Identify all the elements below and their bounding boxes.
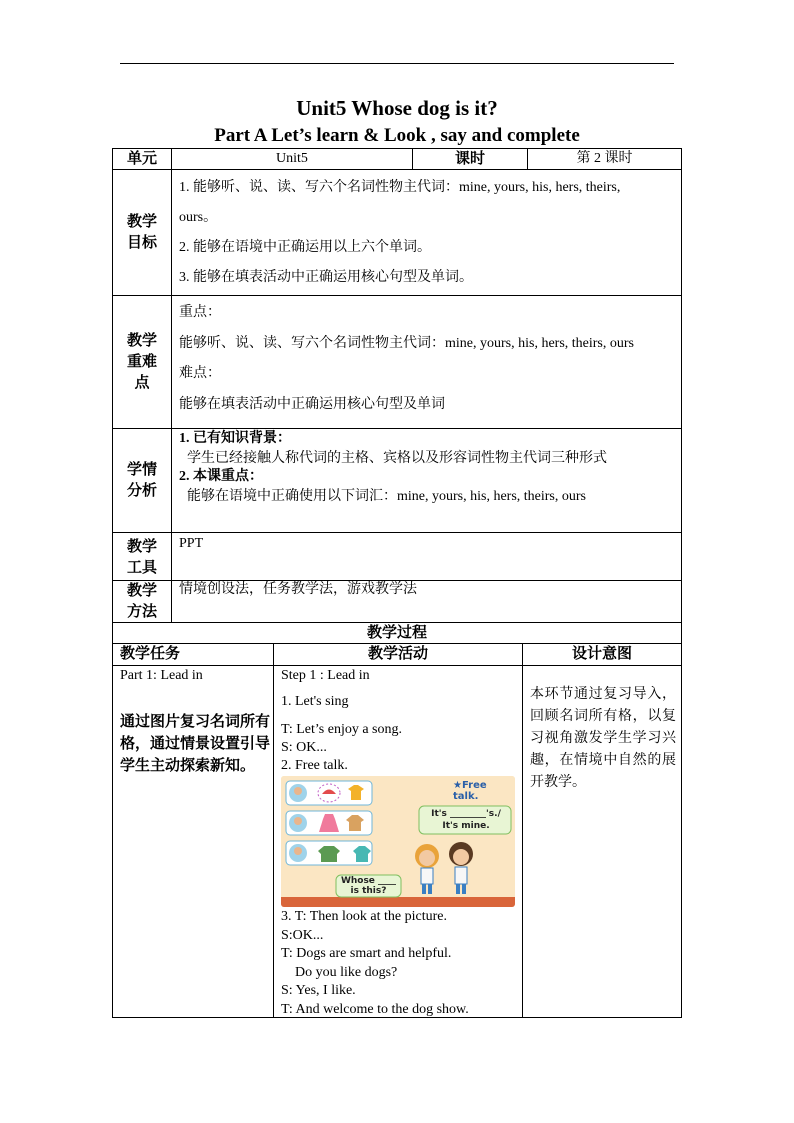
activity-line: 3. T: Then look at the picture. — [281, 909, 447, 924]
activity-bottom — [281, 908, 519, 1019]
col-activity-header: 教学活动 — [367, 646, 428, 662]
activity-line: Step 1 : Lead in — [281, 668, 370, 683]
tools-label: 教学工具 — [126, 539, 157, 576]
slide-bubble-line-2: It's mine. — [442, 821, 490, 831]
slide-free-talk-label: ★Free talk. — [453, 780, 487, 802]
unit-label: 单元 — [126, 151, 157, 167]
slide-question-line-2: is this? — [350, 886, 387, 896]
analysis-content — [179, 431, 679, 505]
key-points-list — [179, 298, 679, 420]
activity-line: S: OK... — [281, 740, 327, 755]
methods-label: 教学方法 — [126, 583, 157, 620]
avatar-row-1 — [286, 781, 372, 805]
activity-line: T: And welcome to the dog show. — [281, 1001, 469, 1017]
period-value: 第 2 课时 — [576, 151, 633, 166]
unit-value: Unit5 — [276, 151, 308, 166]
free-talk-slide-image — [281, 776, 515, 907]
col-design-header: 设计意图 — [571, 646, 632, 662]
analysis-label: 学情分析 — [126, 462, 157, 499]
activity-line: 2. Free talk. — [281, 758, 348, 773]
analysis-heading-2: 2. 本课重点： — [179, 469, 263, 484]
col-task-header: 教学任务 — [120, 646, 181, 662]
analysis-heading-1: 1. 已有知识背景： — [179, 431, 291, 446]
objective-item: 2. 能够在语境中正确运用以上六个单词。 — [179, 240, 431, 255]
methods-value: 情境创设法，任务教学法，游戏教学法 — [179, 582, 417, 597]
task-description: 通过图片复习名词所有格，通过情景设置引导学生主动探索新知。 — [120, 714, 271, 774]
objective-item: ours。 — [179, 210, 218, 225]
activity-line: T: Dogs are smart and helpful. — [281, 946, 452, 961]
key-points-item: 重点： — [179, 305, 221, 320]
activity-line: S: Yes, I like. — [281, 983, 356, 998]
activity-line: 1. Let's sing — [281, 694, 349, 709]
task-title: Part 1: Lead in — [120, 668, 203, 683]
analysis-text-1: 学生已经接触人称代词的主格、宾格以及形容词性物主代词三种形式 — [187, 451, 607, 466]
objectives-label: 教学目标 — [126, 214, 157, 251]
period-label: 课时 — [454, 151, 485, 167]
avatar-row-2 — [286, 811, 372, 835]
activity-top — [281, 667, 519, 775]
page-title: Unit5 Whose dog is it? — [296, 96, 498, 120]
process-heading: 教学过程 — [366, 625, 427, 641]
key-points-item: 能够听、说、读、写六个名词性物主代词：mine, yours, his, hers, theirs, ours — [179, 335, 634, 351]
objective-item: 3. 能够在填表活动中正确运用核心句型及单词。 — [179, 270, 473, 285]
header-rule — [120, 63, 674, 64]
analysis-text-2: 能够在语境中正确使用以下词汇：mine, yours, his, hers, theirs, ours — [187, 489, 586, 504]
design-intent: 本环节通过复习导入，回顾名词所有格，以复习视角激发学生学习兴趣，在情境中自然的展开教学。 — [530, 687, 676, 790]
activity-line: T: Let’s enjoy a song. — [281, 722, 403, 737]
tools-value: PPT — [179, 536, 204, 551]
objectives-list — [179, 173, 679, 293]
objective-item: 1. 能够听、说、读、写六个名词性物主代词：mine, yours, his, hers, theirs, — [179, 180, 621, 195]
key-points-label: 教学重难点 — [126, 333, 157, 391]
page-subtitle: Part A Let’s learn & Look , say and complete — [214, 125, 580, 146]
slide-bubble-line-1: It's ________'s./ — [431, 809, 501, 819]
avatar-row-3 — [286, 841, 372, 865]
activity-line: Do you like dogs? — [281, 964, 398, 980]
activity-line: S:OK... — [281, 927, 324, 943]
key-points-item: 难点： — [179, 366, 221, 381]
key-points-item: 能够在填表活动中正确运用核心句型及单词 — [179, 396, 445, 412]
slide-question-line-1: Whose ____ — [340, 876, 397, 886]
